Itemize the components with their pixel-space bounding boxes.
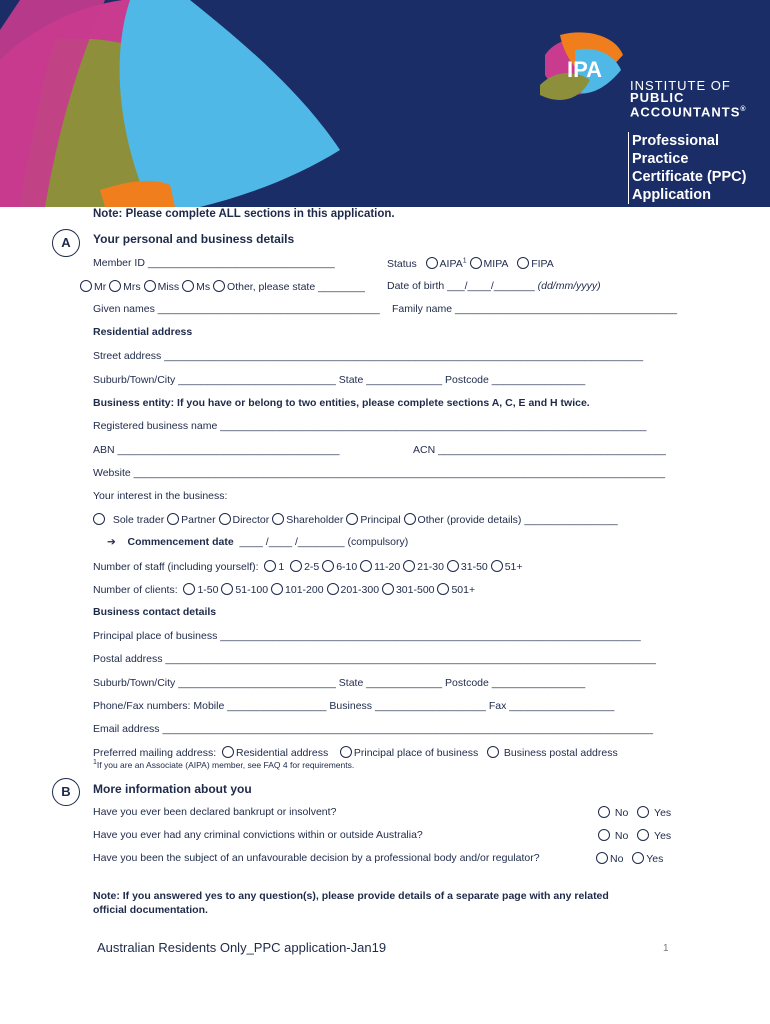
interest-director-radio[interactable] (219, 513, 231, 525)
bankrupt-options (598, 806, 671, 819)
unfavourable-options (596, 852, 663, 865)
footnote-sup: 1 (93, 759, 97, 766)
convictions-yes-radio[interactable] (637, 829, 649, 841)
dob-field[interactable] (387, 280, 601, 292)
bankrupt-yes-label: Yes (654, 807, 672, 819)
status-mipa-label: MIPA (483, 258, 509, 270)
staff-21-30-radio[interactable] (403, 560, 415, 572)
title-mr-radio[interactable] (80, 280, 92, 292)
institute-line2: PUBLIC (630, 90, 685, 105)
mailing-principal-label: Principal place of business (353, 747, 479, 759)
status-aipa-radio[interactable] (426, 257, 438, 269)
section-a-marker: A (52, 229, 80, 257)
title-line3: Certificate (PPC) (632, 169, 747, 185)
acn-field[interactable]: ACN _______________________________________ (413, 444, 666, 456)
interest-other-label: Other (provide details) ________________ (417, 514, 618, 526)
mailing-row (93, 746, 618, 759)
section-b-marker: B (52, 778, 80, 806)
status-aipa-sup: 1 (462, 257, 467, 265)
clients-301-500-radio[interactable] (382, 583, 394, 595)
clients-501-radio[interactable] (437, 583, 449, 595)
interest-partner-label: Partner (181, 514, 216, 526)
clients-501-label: 501+ (451, 584, 476, 596)
phone-fax-field[interactable]: Phone/Fax numbers: Mobile _________________ Business ___________________ Fax __________________ (93, 700, 615, 712)
staff-31-50-label: 31-50 (460, 561, 488, 573)
footnote (93, 759, 354, 770)
clients-301-500-label: 301-500 (395, 584, 435, 596)
clients-101-200-label: 101-200 (285, 584, 324, 596)
interest-shareholder-radio[interactable] (272, 513, 284, 525)
street-field[interactable]: Street address __________________________________________________________________________________ (93, 350, 644, 362)
mailing-label: Preferred mailing address: (93, 747, 217, 759)
member-id-field[interactable]: Member ID ________________________________ (93, 257, 335, 269)
interest-label: Your interest in the business: (93, 490, 228, 502)
commencement-row (107, 536, 408, 548)
question-unfavourable: Have you been the subject of an unfavourable decision by a professional body and/or regulator? (93, 852, 540, 864)
status-aipa-label: AIPA (439, 258, 463, 270)
family-name-field[interactable]: Family name ______________________________________ (392, 303, 677, 315)
interest-radio-group (93, 513, 618, 526)
interest-sole-radio[interactable] (93, 513, 105, 525)
title-radio-group (80, 280, 365, 293)
mailing-postal-label: Business postal address (503, 747, 618, 759)
title-other-label: Other, please state ________ (227, 281, 365, 293)
clients-51-100-radio[interactable] (221, 583, 233, 595)
business-entity-note: Business entity: If you have or belong to two entities, please complete sections A, C, E and H twice. (93, 397, 590, 409)
note-bottom-line2: official documentation. (93, 904, 208, 916)
dob-label: Date of birth ___/____/_______ (387, 280, 535, 292)
interest-sole-label: Sole trader (112, 514, 165, 526)
interest-director-label: Director (232, 514, 270, 526)
page-title (628, 132, 746, 204)
clients-1-50-radio[interactable] (183, 583, 195, 595)
mailing-residential-radio[interactable] (222, 746, 234, 758)
staff-2-5-label: 2-5 (304, 561, 320, 573)
registered-name-field[interactable]: Registered business name _________________________________________________________________________ (93, 420, 647, 432)
staff-31-50-radio[interactable] (447, 560, 459, 572)
convictions-yes-label: Yes (654, 830, 672, 842)
abn-field[interactable]: ABN ______________________________________ (93, 444, 340, 456)
convictions-no-label: No (614, 830, 629, 842)
institute-line1: INSTITUTE OF (630, 78, 731, 93)
convictions-options (598, 829, 671, 842)
arrow-icon: ➔ (107, 536, 116, 548)
status-mipa-radio[interactable] (470, 257, 482, 269)
top-note: Note: Please complete ALL sections in this application. (93, 208, 395, 220)
interest-principal-label: Principal (360, 514, 401, 526)
footer-text: Australian Residents Only_PPC application-Jan19 (97, 940, 387, 955)
unfavourable-no-label: No (610, 853, 624, 865)
staff-51-radio[interactable] (491, 560, 503, 572)
staff-51-label: 51+ (504, 561, 523, 573)
ipa-logo (535, 30, 625, 105)
staff-2-5-radio[interactable] (290, 560, 302, 572)
header-banner (0, 0, 770, 207)
status-label: Status (387, 258, 417, 270)
suburb-field[interactable]: Suburb/Town/City ___________________________ State _____________ Postcode ________________ (93, 374, 586, 386)
unfavourable-yes-label: Yes (646, 853, 664, 865)
email-field[interactable]: Email address ____________________________________________________________________________________ (93, 723, 653, 735)
clients-101-200-radio[interactable] (271, 583, 283, 595)
interest-partner-radio[interactable] (167, 513, 179, 525)
mailing-postal-radio[interactable] (487, 746, 499, 758)
title-miss-radio[interactable] (144, 280, 156, 292)
bankrupt-yes-radio[interactable] (637, 806, 649, 818)
interest-principal-radio[interactable] (346, 513, 358, 525)
dob-format: (dd/mm/yyyy) (537, 280, 601, 292)
title-miss-label: Miss (157, 281, 180, 293)
staff-11-20-radio[interactable] (360, 560, 372, 572)
staff-6-10-radio[interactable] (322, 560, 334, 572)
status-fipa-label: FIPA (531, 258, 554, 270)
mailing-principal-radio[interactable] (340, 746, 352, 758)
section-a-heading: Your personal and business details (93, 232, 295, 246)
status-group (387, 257, 554, 270)
title-line2: Practice (632, 151, 689, 167)
bankrupt-no-radio[interactable] (598, 806, 610, 818)
registered-mark: ® (740, 106, 747, 113)
status-fipa-radio[interactable] (517, 257, 529, 269)
logo-text: IPA (567, 57, 603, 82)
clients-201-300-radio[interactable] (327, 583, 339, 595)
clients-1-50-label: 1-50 (197, 584, 219, 596)
title-ms-label: Ms (196, 281, 211, 293)
business-contact-heading: Business contact details (93, 606, 217, 618)
title-line4: Application (632, 187, 711, 203)
given-names-field[interactable]: Given names ______________________________________ (93, 303, 380, 315)
institute-line3: ACCOUNTANTS (630, 104, 741, 120)
clients-201-300-label: 201-300 (340, 584, 380, 596)
question-convictions: Have you ever had any criminal convictions within or outside Australia? (93, 829, 423, 841)
staff-6-10-label: 6-10 (336, 561, 358, 573)
convictions-no-radio[interactable] (598, 829, 610, 841)
suburb2-field[interactable]: Suburb/Town/City ___________________________ State _____________ Postcode ________________ (93, 677, 586, 689)
mailing-residential-label: Residential address (235, 747, 329, 759)
clients-row (93, 583, 475, 596)
title-other-radio[interactable] (213, 280, 225, 292)
principal-place-field[interactable]: Principal place of business ________________________________________________________________________ (93, 630, 641, 642)
clients-51-100-label: 51-100 (235, 584, 269, 596)
staff-21-30-label: 21-30 (417, 561, 444, 573)
staff-11-20-label: 11-20 (374, 561, 401, 573)
title-mrs-radio[interactable] (109, 280, 121, 292)
interest-shareholder-label: Shareholder (286, 514, 344, 526)
staff-row (93, 560, 523, 573)
commencement-field[interactable]: ____ /____ /________ (compulsory) (239, 536, 409, 548)
title-ms-radio[interactable] (182, 280, 194, 292)
staff-1-label: 1 (278, 561, 285, 573)
question-bankrupt: Have you ever been declared bankrupt or insolvent? (93, 806, 337, 818)
unfavourable-no-radio[interactable] (596, 852, 608, 864)
interest-other-radio[interactable] (404, 513, 416, 525)
unfavourable-yes-radio[interactable] (632, 852, 644, 864)
staff-label: Number of staff (including yourself): (93, 561, 259, 573)
postal-address-field[interactable]: Postal address ____________________________________________________________________________________ (93, 653, 656, 665)
bankrupt-no-label: No (614, 807, 629, 819)
staff-1-radio[interactable] (264, 560, 276, 572)
institute-name (630, 80, 747, 118)
title-line1: Professional (632, 133, 720, 149)
clients-label: Number of clients: (93, 584, 178, 596)
title-mr-label: Mr (94, 281, 107, 293)
title-mrs-label: Mrs (123, 281, 141, 293)
residential-heading: Residential address (93, 326, 193, 338)
footnote-text: If you are an Associate (AIPA) member, see FAQ 4 for requirements. (96, 759, 355, 770)
page-number: 1 (663, 943, 669, 954)
website-field[interactable]: Website ___________________________________________________________________________________________ (93, 467, 666, 479)
section-b-heading: More information about you (93, 782, 252, 796)
note-bottom-line1: Note: If you answered yes to any question(s), please provide details of a separate page with any related (93, 890, 609, 902)
commencement-label: Commencement date (127, 536, 234, 548)
